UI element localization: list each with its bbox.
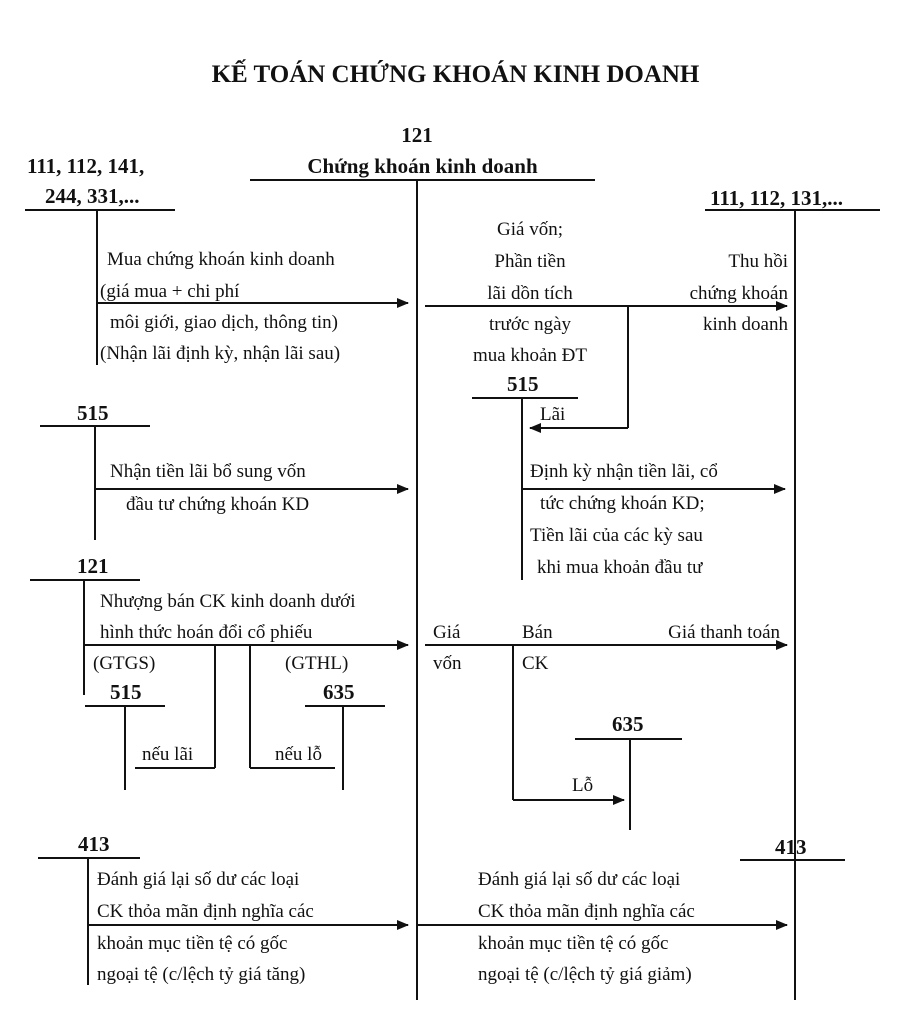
left-top-accounts-line2: 244, 331,... [45,184,140,208]
recover-cost-text-line: Phần tiền [494,251,566,272]
account-413-right: 413 [775,835,807,859]
reval-decrease-text-line: khoản mục tiền tệ có gốc [478,933,669,954]
swap-text-line: hình thức hoán đổi cổ phiếu [100,622,313,643]
if-gain-label: nếu lãi [142,744,194,765]
account-121-left: 121 [77,554,109,578]
reval-increase-text-line: ngoại tệ (c/lệch tỷ giá tăng) [97,964,306,985]
account-635-left: 635 [323,680,355,704]
add-interest-text-line: đầu tư chứng khoán KD [126,494,310,515]
main-account-name: Chứng khoán kinh doanh [307,154,538,178]
recover-cost-text-line: Giá vốn; [497,219,563,240]
account-515-mid: 515 [507,372,539,396]
right-top-accounts: 111, 112, 131,... [710,186,844,210]
reval-increase-text-line: Đánh giá lại số dư các loại [97,869,300,890]
purchase-text-line: Mua chứng khoán kinh doanh [107,249,335,270]
page-title: KẾ TOÁN CHỨNG KHOÁN KINH DOANH [211,61,700,88]
recover-text-line: Thu hồi [728,251,788,272]
reval-increase-text-line: CK thỏa mãn định nghĩa các [97,901,314,922]
sell-label-line1: Bán [522,622,553,643]
gthl-label: (GTHL) [285,653,349,674]
periodic-interest-text-line: Tiền lãi của các kỳ sau [530,525,703,546]
cost-label-line2: vốn [433,653,462,674]
settlement-label: Giá thanh toán [668,622,780,643]
main-account-code: 121 [401,123,433,147]
interest-label: Lãi [540,404,566,425]
reval-decrease-text-line: Đánh giá lại số dư các loại [478,869,681,890]
loss-label: Lỗ [572,775,594,796]
account-413-left: 413 [78,832,110,856]
recover-text-line: kinh doanh [703,314,788,335]
purchase-text-line: (Nhận lãi định kỳ, nhận lãi sau) [100,343,341,364]
reval-decrease-text-line: ngoại tệ (c/lệch tỷ giá giảm) [478,964,692,985]
gtgs-label: (GTGS) [93,653,156,674]
add-interest-text-line: Nhận tiền lãi bổ sung vốn [110,461,306,482]
left-top-accounts-line1: 111, 112, 141, [27,154,145,178]
swap-text-line: Nhượng bán CK kinh doanh dưới [100,591,356,612]
reval-decrease-text-line: CK thỏa mãn định nghĩa các [478,901,695,922]
sell-label-line2: CK [522,653,549,674]
account-515-left: 515 [77,401,109,425]
periodic-interest-text-line: khi mua khoản đầu tư [537,557,703,578]
periodic-interest-text-line: tức chứng khoán KD; [540,493,705,514]
recover-cost-text-line: mua khoản ĐT [473,345,587,366]
cost-label-line1: Giá [433,622,461,643]
purchase-text-line: môi giới, giao dịch, thông tin) [110,312,338,333]
recover-cost-text-line: lãi dồn tích [487,283,573,304]
reval-increase-text-line: khoản mục tiền tệ có gốc [97,933,288,954]
purchase-text-line: (giá mua + chi phí [100,281,240,302]
if-loss-label: nếu lỗ [275,744,322,765]
account-635-right: 635 [612,712,644,736]
account-515-bottom: 515 [110,680,142,704]
recover-cost-text-line: trước ngày [488,314,572,335]
recover-text-line: chứng khoán [689,283,788,304]
periodic-interest-text-line: Định kỳ nhận tiền lãi, cổ [530,461,718,482]
